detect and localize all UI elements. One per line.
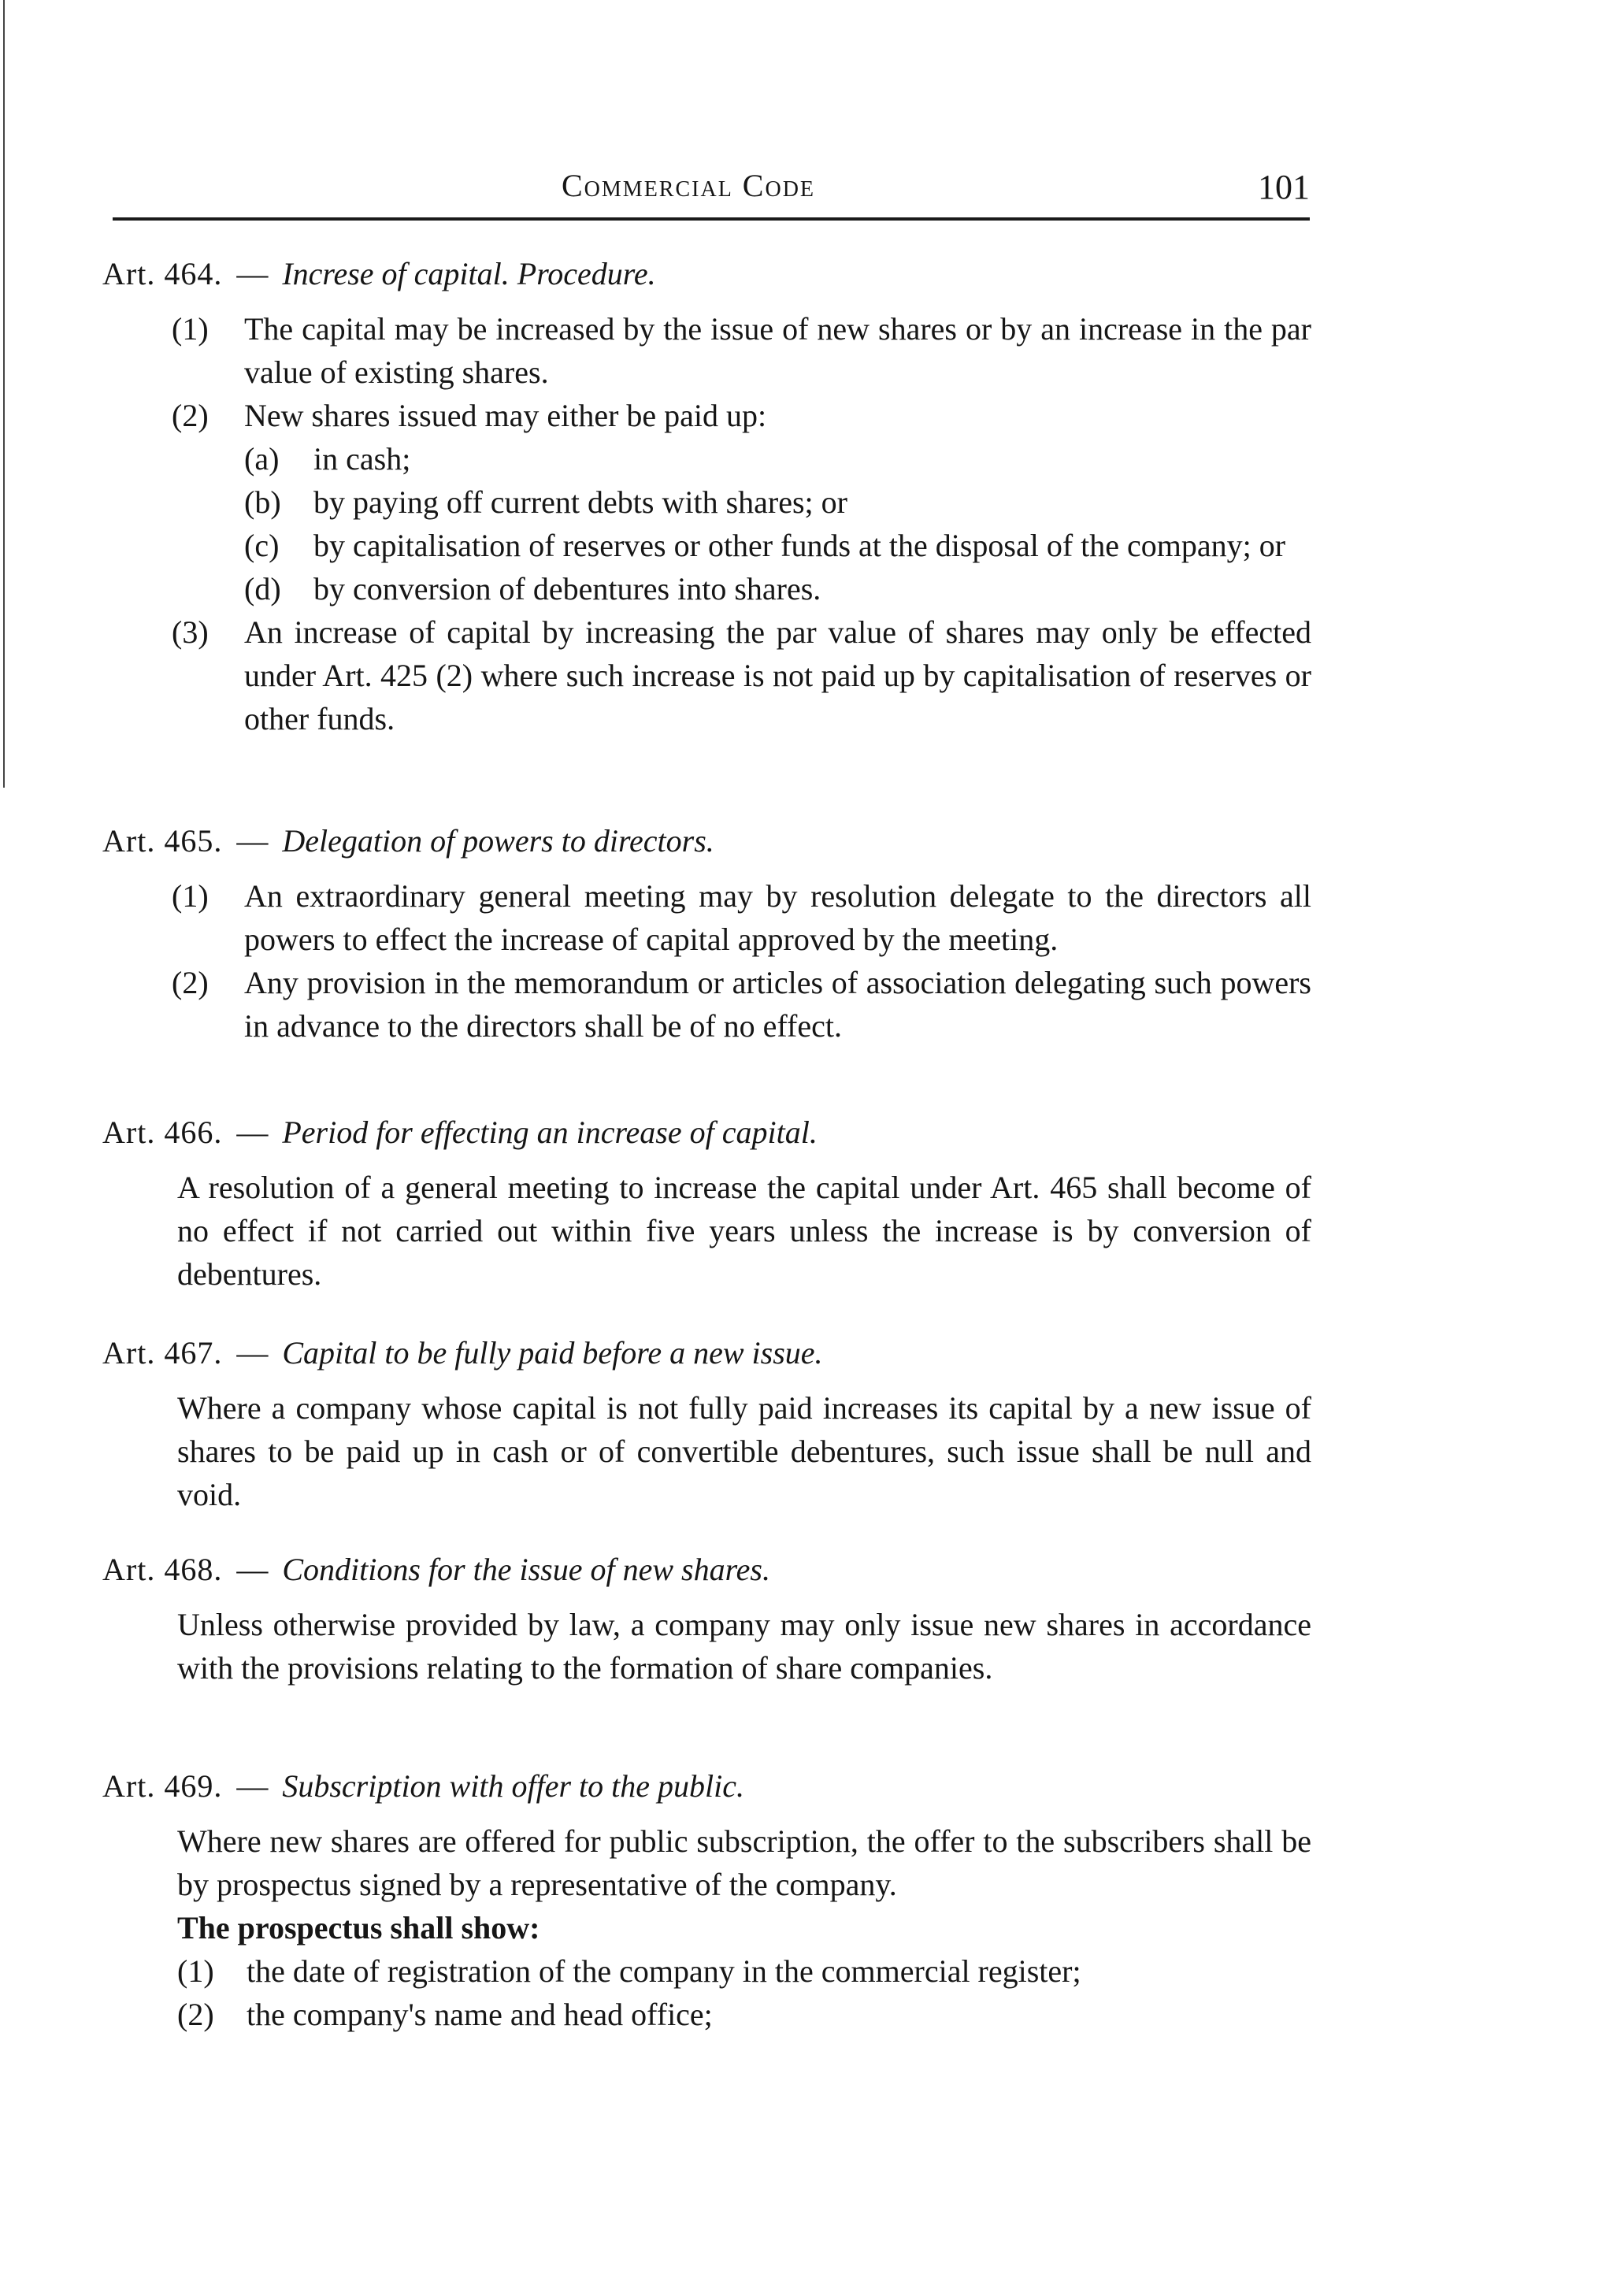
list-item — [172, 961, 1311, 1048]
item-number: (d) — [244, 571, 281, 606]
article-title: Increse of capital. Procedure. — [282, 256, 656, 291]
article-title: Delegation of powers to directors. — [282, 823, 714, 859]
article-number: Art. 469. — [102, 1768, 223, 1804]
item-text: the company's name and head office; — [247, 1997, 713, 2032]
item-text: by capitalisation of reserves or other funds at the disposal of the company; or — [313, 528, 1286, 563]
item-text: in cash; — [313, 441, 411, 477]
heading-dash: — — [236, 1768, 269, 1804]
list-item — [244, 524, 1311, 567]
article-title: Period for effecting an increase of capital. — [282, 1115, 818, 1150]
article-text: Where a company whose capital is not fully paid increases its capital by a new issue of shares to be paid up in cash or of convertible debentures, such issue shall be null and void. — [177, 1390, 1311, 1512]
list-item — [244, 480, 1311, 524]
article-468 — [102, 1548, 1311, 1690]
list-item — [244, 567, 1311, 610]
item-text: The capital may be increased by the issue of new shares or by an increase in the par value of existing shares. — [244, 311, 1311, 390]
article-465 — [102, 819, 1311, 1048]
prospectus-intro: The prospectus shall show: — [177, 1910, 540, 1945]
item-text: Any provision in the memorandum or articles of association delegating such powers in advance to the directors shall be of no effect. — [244, 965, 1311, 1044]
list-item — [172, 874, 1311, 961]
article-heading — [102, 252, 1311, 296]
article-text: A resolution of a general meeting to increase the capital under Art. 465 shall become of no effect if not carried out within five years unless the increase is by conversion of debentures. — [177, 1170, 1311, 1292]
article-heading — [102, 1764, 1311, 1808]
item-text: by paying off current debts with shares; or — [313, 484, 847, 520]
article-number: Art. 468. — [102, 1552, 223, 1587]
item-number: (2) — [177, 1997, 214, 2032]
heading-dash: — — [236, 1335, 269, 1371]
article-text: Where new shares are offered for public subscription, the offer to the subscribers shall be by prospectus signed by a representative of the company. — [177, 1823, 1311, 1902]
item-number: (c) — [244, 528, 280, 563]
article-number: Art. 466. — [102, 1115, 223, 1150]
heading-dash: — — [236, 1552, 269, 1587]
list-item — [172, 307, 1311, 394]
article-466 — [102, 1111, 1311, 1296]
article-text: Unless otherwise provided by law, a company may only issue new shares in accordance with the provisions relating to the formation of share companies. — [177, 1607, 1311, 1686]
article-title: Capital to be fully paid before a new issue. — [282, 1335, 823, 1371]
article-469 — [102, 1764, 1311, 2036]
list-item — [172, 394, 1311, 437]
item-number: (1) — [172, 311, 209, 347]
item-text: by conversion of debentures into shares. — [313, 571, 821, 606]
item-number: (3) — [172, 614, 209, 650]
scan-edge-line — [3, 0, 5, 788]
article-464 — [102, 252, 1311, 740]
item-text: An extraordinary general meeting may by resolution delegate to the directors all powers to effect the increase of capital approved by the meeting. — [244, 878, 1311, 957]
header-rule — [113, 217, 1310, 221]
item-number: (a) — [244, 441, 280, 477]
article-heading — [102, 1331, 1311, 1375]
item-number: (1) — [177, 1953, 214, 1989]
item-number: (2) — [172, 398, 209, 433]
list-item — [177, 1949, 1311, 1993]
list-item — [177, 1993, 1311, 2036]
article-number: Art. 465. — [102, 823, 223, 859]
page-number: 101 — [1258, 168, 1310, 206]
item-text: New shares issued may either be paid up: — [244, 398, 767, 433]
heading-dash: — — [236, 1115, 269, 1150]
heading-dash: — — [236, 823, 269, 859]
item-number: (2) — [172, 965, 209, 1000]
list-item — [244, 437, 1311, 480]
article-467 — [102, 1331, 1311, 1516]
item-number: (1) — [172, 878, 209, 914]
item-number: (b) — [244, 484, 281, 520]
article-heading — [102, 819, 1311, 863]
item-text: An increase of capital by increasing the par value of shares may only be effected under Art. 425 (2) where such increase is not paid up by capitalisation of reserves or other funds. — [244, 614, 1311, 736]
article-heading — [102, 1548, 1311, 1592]
article-number: Art. 467. — [102, 1335, 223, 1371]
item-text: the date of registration of the company in the commercial register; — [247, 1953, 1081, 1989]
page-header — [113, 167, 1310, 214]
article-title: Subscription with offer to the public. — [282, 1768, 744, 1804]
article-number: Art. 464. — [102, 256, 223, 291]
heading-dash: — — [236, 256, 269, 291]
article-heading — [102, 1111, 1311, 1155]
article-title: Conditions for the issue of new shares. — [282, 1552, 770, 1587]
list-item — [172, 610, 1311, 740]
running-title: Commercial Code — [562, 168, 816, 203]
